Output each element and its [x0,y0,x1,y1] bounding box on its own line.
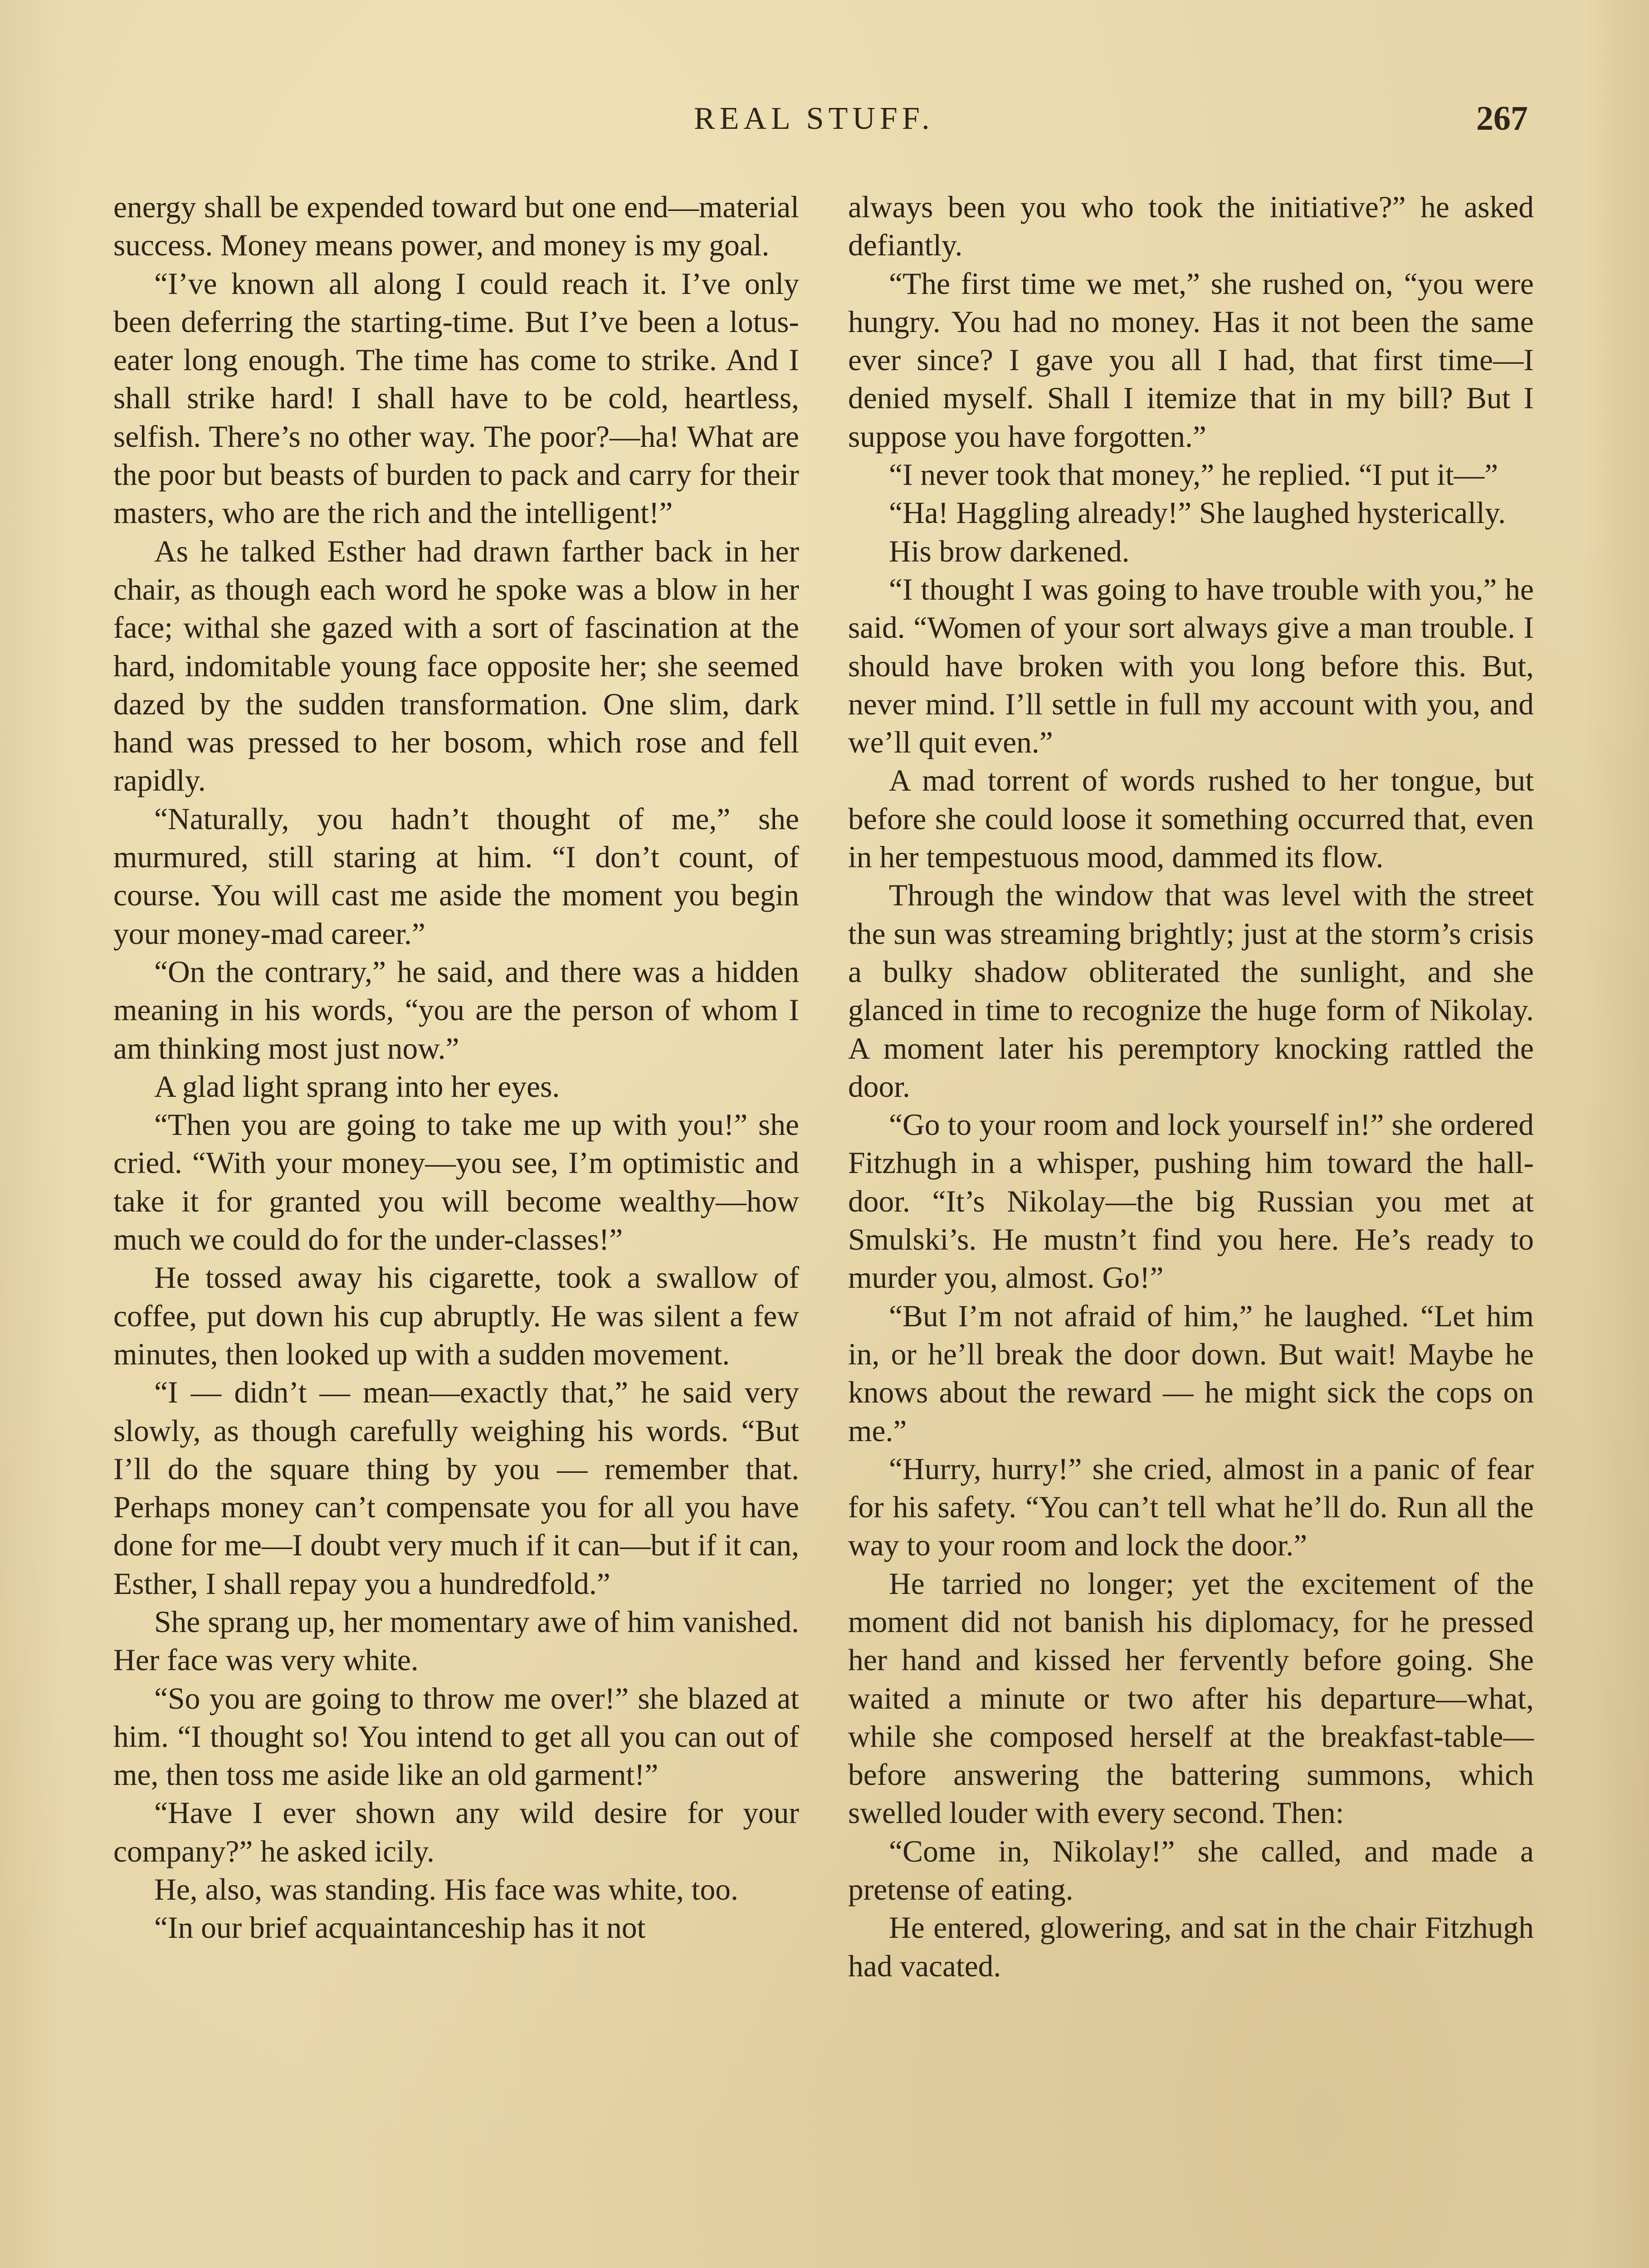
paragraph: “Have I ever shown any wild desire for your company?” he asked icily. [113,1796,799,1868]
running-head: REAL STUFF. [694,101,934,136]
paragraph: “Naturally, you hadn’t thought of me,” she murmured, still staring at him. “I don’t count, of course. You will cast me aside the moment you begin your money-mad career.” [113,802,799,951]
paragraph: He entered, glowering, and sat in the chair Fitzhugh had vacated. [848,1911,1534,1983]
paragraph: A mad torrent of words rushed to her tongue, but before she could loose it something occurred that, even in her tempestuous mood, dammed its flow. [848,763,1534,875]
paragraph: As he talked Esther had drawn farther back in her chair, as though each word he spoke was a blow in her face; withal she gazed with a sort of fascination at the hard, indomitable young face opposite her; she seemed dazed by the sudden transformation. One slim, dark hand was pressed to her bosom, which rose and fell rapidly. [113,534,799,798]
paragraph: always been you who took the initiative?” he asked defiantly. [848,190,1534,263]
paragraph: His brow darkened. [889,534,1130,568]
paragraph: “Come in, Nikolay!” she called, and made a pretense of eating. [848,1834,1534,1907]
paragraph: “So you are going to throw me over!” she blazed at him. “I thought so! You intend to get all you can out of me, then toss me aside like an old garment!” [113,1681,799,1792]
paragraph: “I never took that money,” he replied. “I put it—” [889,458,1498,492]
paragraph: “On the contrary,” he said, and there was a hidden meaning in his words, “you are the person of whom I am thinking most just now.” [113,954,799,1066]
paragraph: “Then you are going to take me up with you!” she cried. “With your money—you see, I’m optimistic and take it for granted you will become wealthy—how much we could do for the under-classes!” [113,1108,799,1257]
left-column [113,188,799,1947]
paragraph: Through the window that was level with the street the sun was streaming brightly; just at the storm’s crisis a bulky shadow obliterated the sunlight, and she glanced in time to recognize the huge form of Nikolay. A moment later his peremptory knocking rattled the door. [848,878,1534,1104]
paragraph: He, also, was standing. His face was white, too. [154,1872,738,1907]
paragraph: “But I’m not afraid of him,” he laughed. “Let him in, or he’ll break the door down. But wait! Maybe he knows about the reward — he might sick the cops on me.” [848,1299,1534,1448]
paragraph: He tossed away his cigarette, took a swallow of coffee, put down his cup abruptly. He was silent a few minutes, then looked up with a sudden movement. [113,1261,799,1371]
paragraph: “Go to your room and lock yourself in!” she ordered Fitzhugh in a whisper, pushing him toward the hall-door. “It’s Nikolay—the big Russian you met at Smulski’s. He mustn’t find you here. He’s ready to murder you, almost. Go!” [848,1108,1534,1295]
right-column [848,188,1534,1985]
paragraph: “In our brief acquaintanceship has it not [154,1911,646,1945]
paragraph: “I — didn’t — mean—exactly that,” he said very slowly, as though carefully weighing his words. “But I’ll do the square thing by you — remember that. Perhaps money can’t compensate you for all you have done for me—I doubt very much if it can—but if it can, Esther, I shall repay you a hundredfold.” [113,1375,799,1601]
paragraph: “I’ve known all along I could reach it. I’ve only been deferring the starting-time. But I’ve been a lotus-eater long enough. The time has come to strike. And I shall strike hard! I shall have to be cold, heartless, selfish. There’s no other way. The poor?—ha! What are the poor but beasts of burden to pack and carry for their masters, who are the rich and the intelligent!” [113,266,799,530]
paragraph: “Ha! Haggling already!” She laughed hysterically. [889,496,1506,530]
paragraph: “Hurry, hurry!” she cried, almost in a panic of fear for his safety. “You can’t tell what he’ll do. Run all the way to your room and lock the door.” [848,1452,1534,1563]
paragraph: “The first time we met,” she rushed on, “you were hungry. You had no money. Has it not been the same ever since? I gave you all I had, that first time—I denied myself. Shall I itemize that in my bill? But I suppose you have forgotten.” [848,266,1534,454]
paragraph: She sprang up, her momentary awe of him vanished. Her face was very white. [113,1604,799,1677]
page-number: 267 [1476,99,1528,137]
paragraph: “I thought I was going to have trouble with you,” he said. “Women of your sort always give a man trouble. I should have broken with you long before this. But, never mind. I’ll settle in full my account with you, and we’ll quit even.” [848,572,1534,760]
paragraph: A glad light sprang into her eyes. [154,1069,560,1104]
paragraph: He tarried no longer; yet the excitement of the moment did not banish his diplomacy, for he pressed her hand and kissed her fervently before going. She waited a minute or two after his departure—what, while she composed herself at the breakfast-table—before answering the battering summons, which swelled louder with every second. Then: [848,1566,1534,1830]
paragraph: energy shall be expended toward but one end—material success. Money means power, and money is my goal. [113,190,799,263]
